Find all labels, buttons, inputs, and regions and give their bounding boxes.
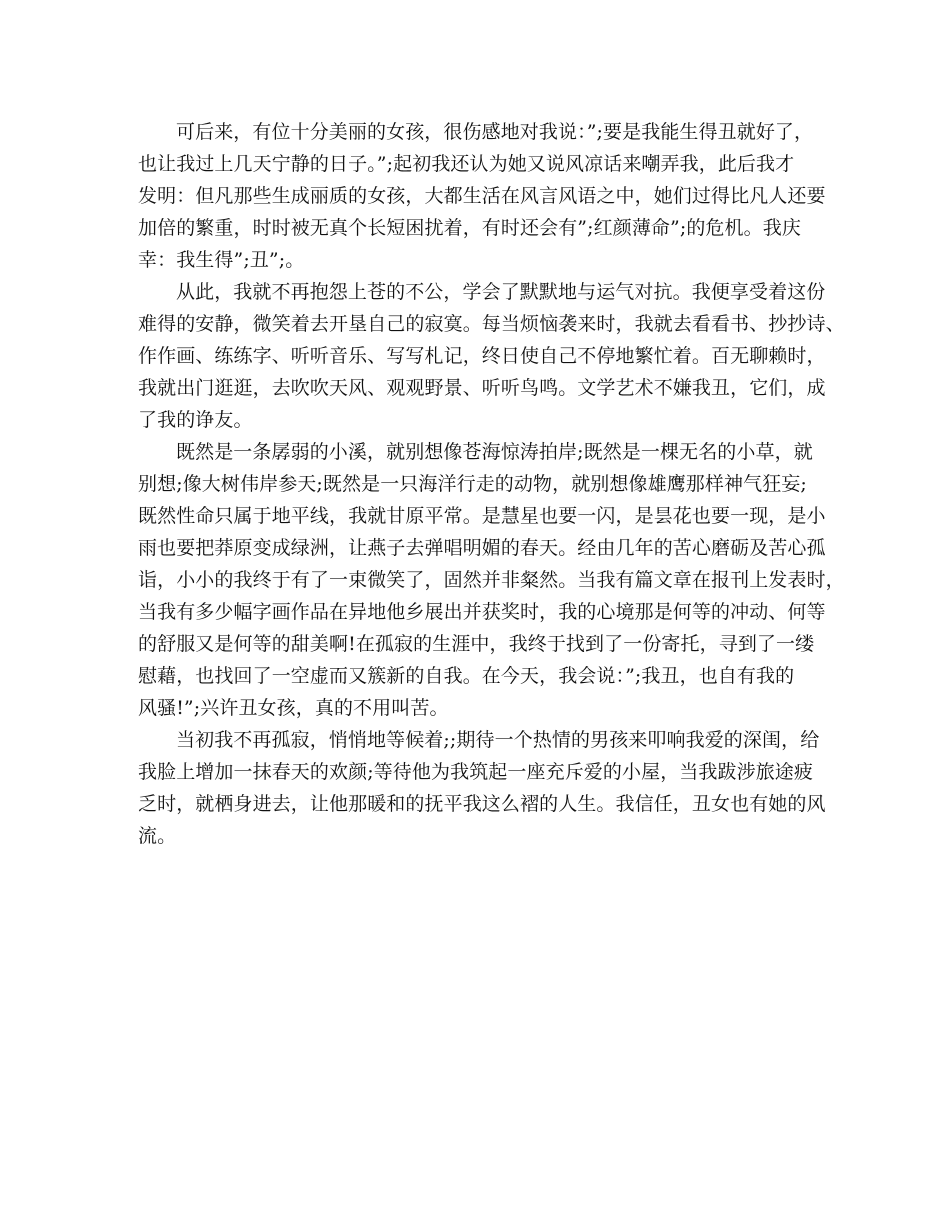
text-line: 从此，我就不再抱怨上苍的不公，学会了默默地与运气对抗。我便享受着这份 bbox=[176, 281, 826, 303]
text-line: 加倍的繁重，时时被无真个长短困扰着，有时还会有”;红颜薄命”;的危机。我庆 bbox=[138, 217, 801, 239]
text-line: 别想;像大树伟岸参天;既然是一只海洋行走的动物，就别想像雄鹰那样神气狂妄; bbox=[138, 473, 807, 495]
text-line: 既然是一条孱弱的小溪，就别想像苍海惊涛拍岸;既然是一棵无名的小草，就 bbox=[176, 441, 813, 463]
text-line: 乏时，就栖身进去，让他那暖和的抚平我这么褶的人生。我信任，丑女也有她的风 bbox=[138, 793, 826, 815]
paragraph bbox=[138, 724, 826, 852]
text-line: 雨也要把莽原变成绿洲，让燕子去弹唱明媚的春天。经由几年的苦心磨砺及苦心孤 bbox=[138, 537, 826, 559]
text-line: 诣，小小的我终于有了一束微笑了，固然并非粲然。当我有篇文章在报刊上发表时， bbox=[138, 569, 845, 591]
paragraph bbox=[138, 276, 845, 436]
text-line: 发明：但凡那些生成丽质的女孩，大都生活在风言风语之中，她们过得比凡人还要 bbox=[138, 185, 826, 207]
text-line: 我就出门逛逛，去吹吹天风、观观野景、听听鸟鸣。文学艺术不嫌我丑，它们，成 bbox=[138, 377, 826, 399]
text-line: 我脸上增加一抹春天的欢颜;等待他为我筑起一座充斥爱的小屋，当我跋涉旅途疲 bbox=[138, 761, 814, 783]
text-line: 当我有多少幅字画作品在异地他乡展出并获奖时，我的心境那是何等的冲动、何等 bbox=[138, 601, 826, 623]
text-line: 了我的诤友。 bbox=[138, 409, 253, 431]
text-line: 慰藉，也找回了一空虚而又簇新的自我。在今天，我会说：”;我丑，也自有我的 bbox=[138, 665, 795, 687]
text-line: 流。 bbox=[138, 825, 177, 847]
text-line: 的舒服又是何等的甜美啊!在孤寂的生涯中，我终于找到了一份寄托，寻到了一缕 bbox=[138, 633, 815, 655]
text-line: 幸：我生得”;丑”;。 bbox=[138, 249, 305, 271]
text-line: 当初我不再孤寂，悄悄地等候着;;期待一个热情的男孩来叩响我爱的深闺，给 bbox=[176, 729, 820, 751]
text-line: 风骚!”;兴许丑女孩，真的不用叫苦。 bbox=[138, 697, 449, 719]
text-line: 也让我过上几天宁静的日子。”;起初我还认为她又说风凉话来嘲弄我，此后我才 bbox=[138, 153, 795, 175]
document-body bbox=[138, 116, 845, 852]
text-line: 既然性命只属于地平线，我就甘原平常。是慧星也要一闪，是昙花也要一现，是小 bbox=[138, 505, 826, 527]
paragraph bbox=[138, 116, 826, 276]
text-line: 难得的安静，微笑着去开垦自己的寂寞。每当烦恼袭来时，我就去看看书、抄抄诗、 bbox=[138, 313, 845, 335]
text-line: 可后来，有位十分美丽的女孩，很伤感地对我说：”;要是我能生得丑就好了， bbox=[176, 121, 814, 143]
paragraph bbox=[138, 436, 845, 724]
text-line: 作作画、练练字、听听音乐、写写札记，终日使自己不停地繁忙着。百无聊赖时， bbox=[138, 345, 826, 367]
